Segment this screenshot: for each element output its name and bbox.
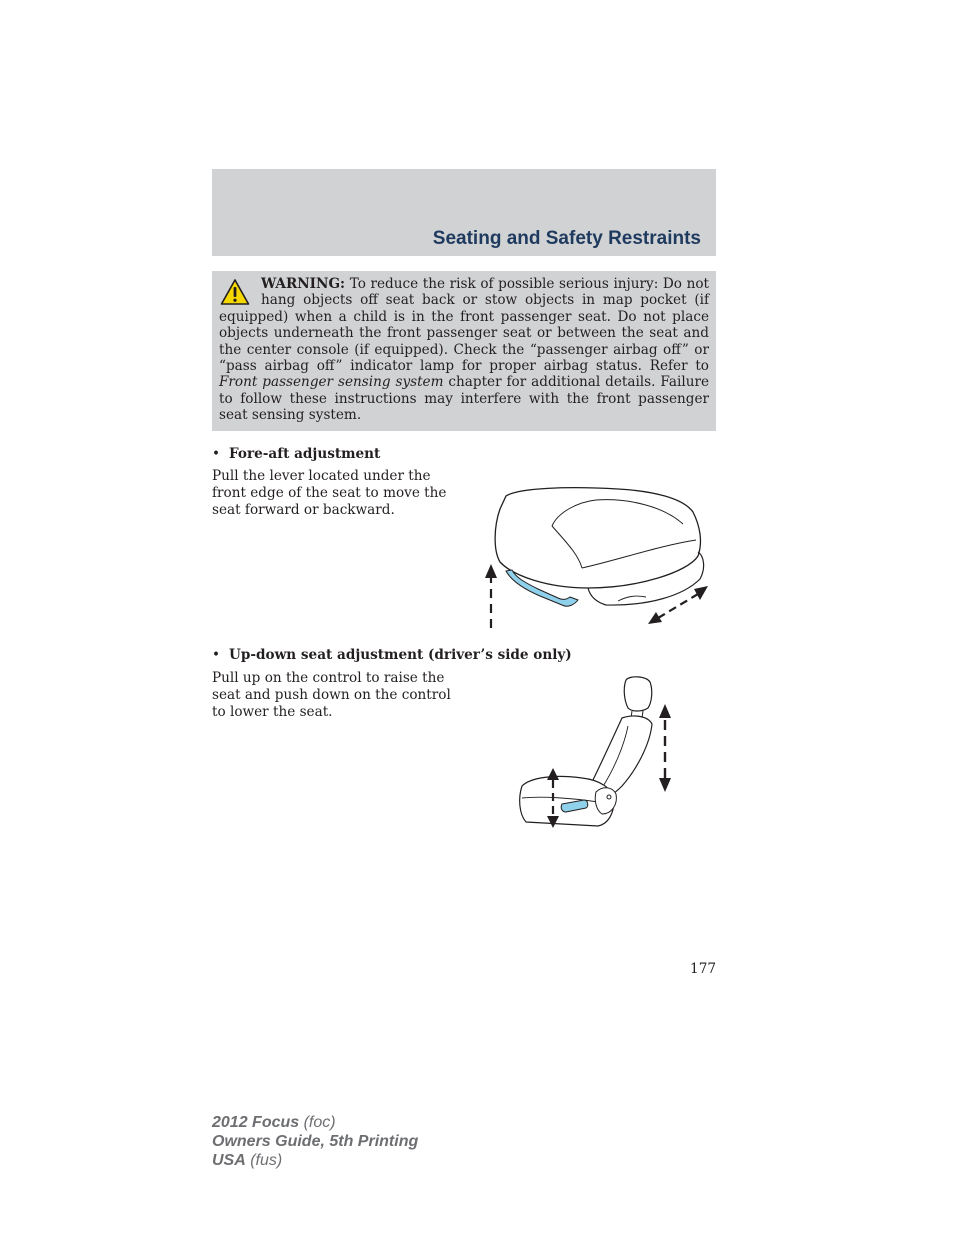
up-down-heading: • Up-down seat adjustment (driver’s side only): [212, 647, 572, 663]
up-down-body: Pull up on the control to raise the seat and push down on the control to lower the seat.: [212, 670, 451, 720]
warning-link-reference: Front passenger sensing system: [219, 374, 444, 391]
seat-fore-aft-illustration: [478, 484, 716, 632]
warning-text-part-1: To reduce the risk of possible serious injury: Do not hang objects off seat back or stow objects in map pocket (if equipped) when a child is in the front passenger seat. Do not place objects underneath the front passenger seat or between the seat and the center console (if equipped). Check the “passenger airbag off” or “pass airbag off” indicator lamp for proper airbag status. Refer to: [219, 276, 709, 375]
warning-text: [219, 276, 709, 424]
footer-line-model: [212, 1113, 418, 1132]
footer-line-region: [212, 1151, 418, 1170]
footer-line-guide: [212, 1132, 418, 1151]
fore-aft-body: Pull the lever located under the front edge of the seat to move the seat forward or backward.: [212, 468, 447, 518]
footer: [212, 1113, 418, 1170]
footer-guide: Owners Guide, 5th Printing: [212, 1133, 419, 1150]
warning-box: [212, 271, 716, 431]
warning-label: WARNING:: [261, 276, 346, 292]
section-header-bar: [212, 169, 716, 256]
footer-model: 2012 Focus: [212, 1114, 300, 1131]
page-number: 177: [690, 961, 716, 977]
fore-aft-heading-text: Fore-aft adjustment: [229, 446, 381, 462]
footer-region-code: (fus): [245, 1152, 283, 1169]
section-title: Seating and Safety Restraints: [432, 228, 701, 249]
warning-triangle-icon: [220, 278, 250, 306]
footer-model-code: (foc): [299, 1114, 336, 1131]
footer-region: USA: [212, 1152, 246, 1169]
seat-up-down-illustration: [512, 674, 678, 832]
warning-text-part-2: chapter for additional details. Failure to follow these instructions may interfere with the front passenger seat sensing system.: [219, 374, 709, 424]
fore-aft-heading: • Fore-aft adjustment: [212, 446, 381, 462]
up-down-heading-text: Up-down seat adjustment (driver’s side only): [229, 647, 572, 663]
